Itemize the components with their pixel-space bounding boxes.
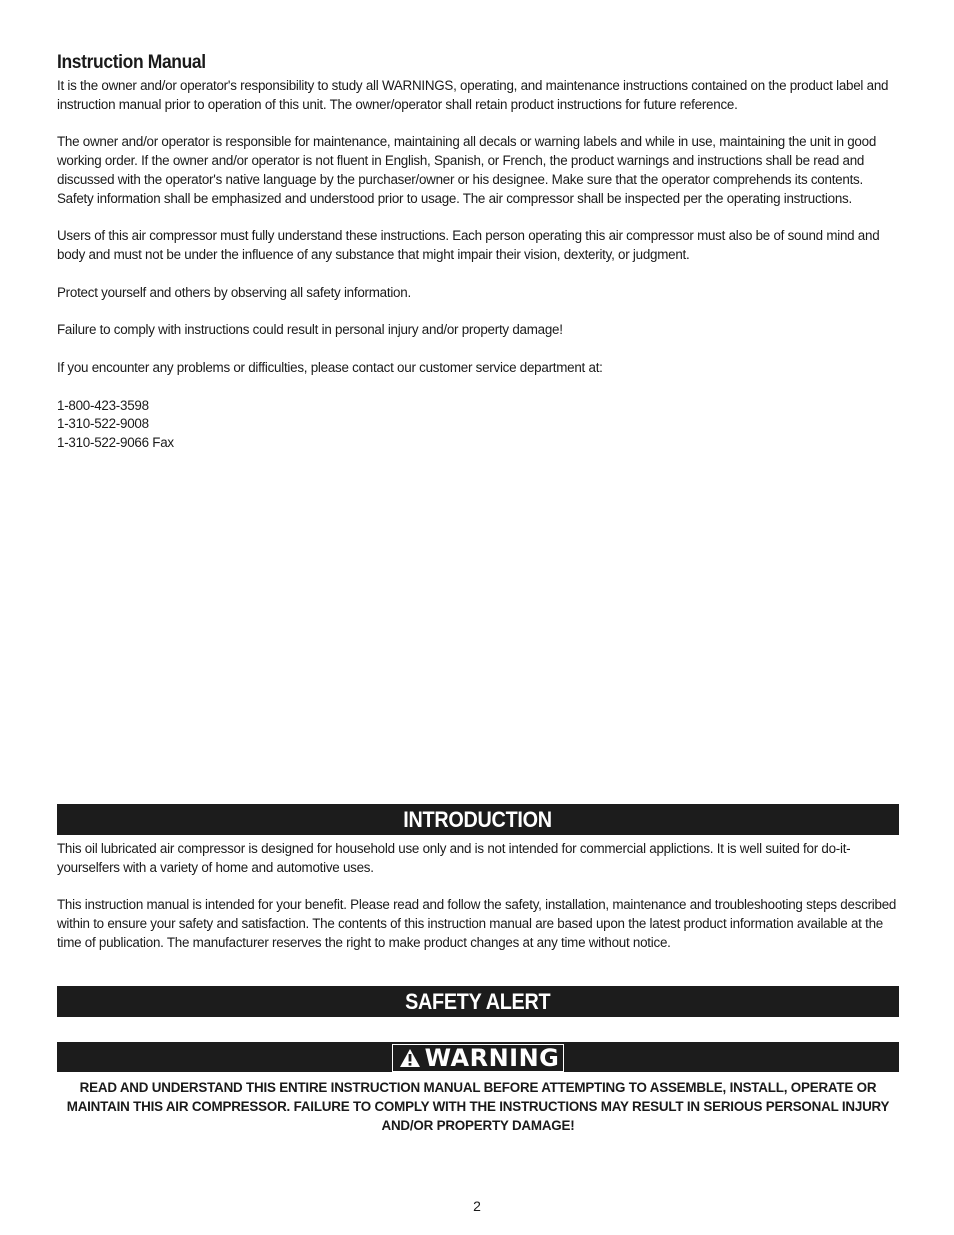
warning-label — [392, 1044, 565, 1072]
manual-paragraph: It is the owner and/or operator's responsibility to study all WARNINGS, operating, and maintenance instructions contained on the product label and instruction manual prior to operation of this unit. The owner/operator shall retain product instructions for future reference. — [57, 78, 889, 112]
manual-paragraph: Failure to comply with instructions could result in personal injury and/or property damage! — [57, 322, 563, 338]
manual-paragraph: Users of this air compressor must fully understand these instructions. Each person operating this air compressor must also be of sound mind and body and must not be under the influence of any substance that might impair their vision, dexterity, or judgment. — [57, 228, 880, 263]
instruction-manual-section — [57, 52, 899, 453]
phone-number: 1-310-522-9008 — [57, 416, 149, 432]
section-title: Instruction Manual — [57, 52, 206, 73]
warning-label-text: WARNING — [424, 1044, 560, 1072]
phone-number: 1-800-423-3598 — [57, 397, 149, 413]
phone-list — [57, 397, 899, 453]
introduction-heading-band — [57, 804, 899, 835]
introduction-paragraph: This instruction manual is intended for your benefit. Please read and follow the safety, installation, maintenance and troubleshooting steps described within to ensure your safety and satisfaction. The contents of this instruction manual are based upon the latest product information available at the time of publication. The manufacturer reserves the right to make product changes at any time without notice. — [57, 897, 897, 950]
warning-triangle-icon — [399, 1048, 421, 1068]
manual-paragraph: The owner and/or operator is responsible for maintenance, maintaining all decals or warning labels and while in use, maintaining the unit in good working order. If the owner and/or operator is not fluent in English, Spanish, or French, the product warnings and instructions shall be read and discussed with the operator's native language by the purchaser/owner or his designee. Make sure that the operator comprehends its contents. Safety information shall be emphasized and understood prior to usage. The air compressor shall be inspected per the operating instructions. — [57, 134, 877, 206]
safety-alert-heading: SAFETY ALERT — [405, 989, 551, 1014]
safety-alert-heading-band — [57, 986, 899, 1017]
manual-paragraph: Protect yourself and others by observing all safety information. — [57, 284, 411, 300]
introduction-heading: INTRODUCTION — [403, 807, 553, 832]
introduction-paragraph: This oil lubricated air compressor is designed for household use only and is not intended for commercial applictions. It is well suited for do-it-yourselfers with a variety of home and automotive uses. — [57, 841, 851, 875]
warning-message: READ AND UNDERSTAND THIS ENTIRE INSTRUCTION MANUAL BEFORE ATTEMPTING TO ASSEMBLE, INSTALL, OPERATE OR MAINTAIN THIS AIR COMPRESSOR. FAILURE TO COMPLY WITH THE INSTRUCTIONS MAY RESULT IN SERIOUS PERSONAL INJURY AND/OR PROPERTY DAMAGE! — [66, 1080, 890, 1133]
introduction-section — [57, 840, 899, 972]
warning-band — [57, 1042, 899, 1072]
manual-paragraph: If you encounter any problems or difficulties, please contact our customer service department at: — [57, 359, 603, 375]
fax-number: 1-310-522-9066 Fax — [57, 435, 174, 451]
page-number: 2 — [473, 1198, 481, 1214]
